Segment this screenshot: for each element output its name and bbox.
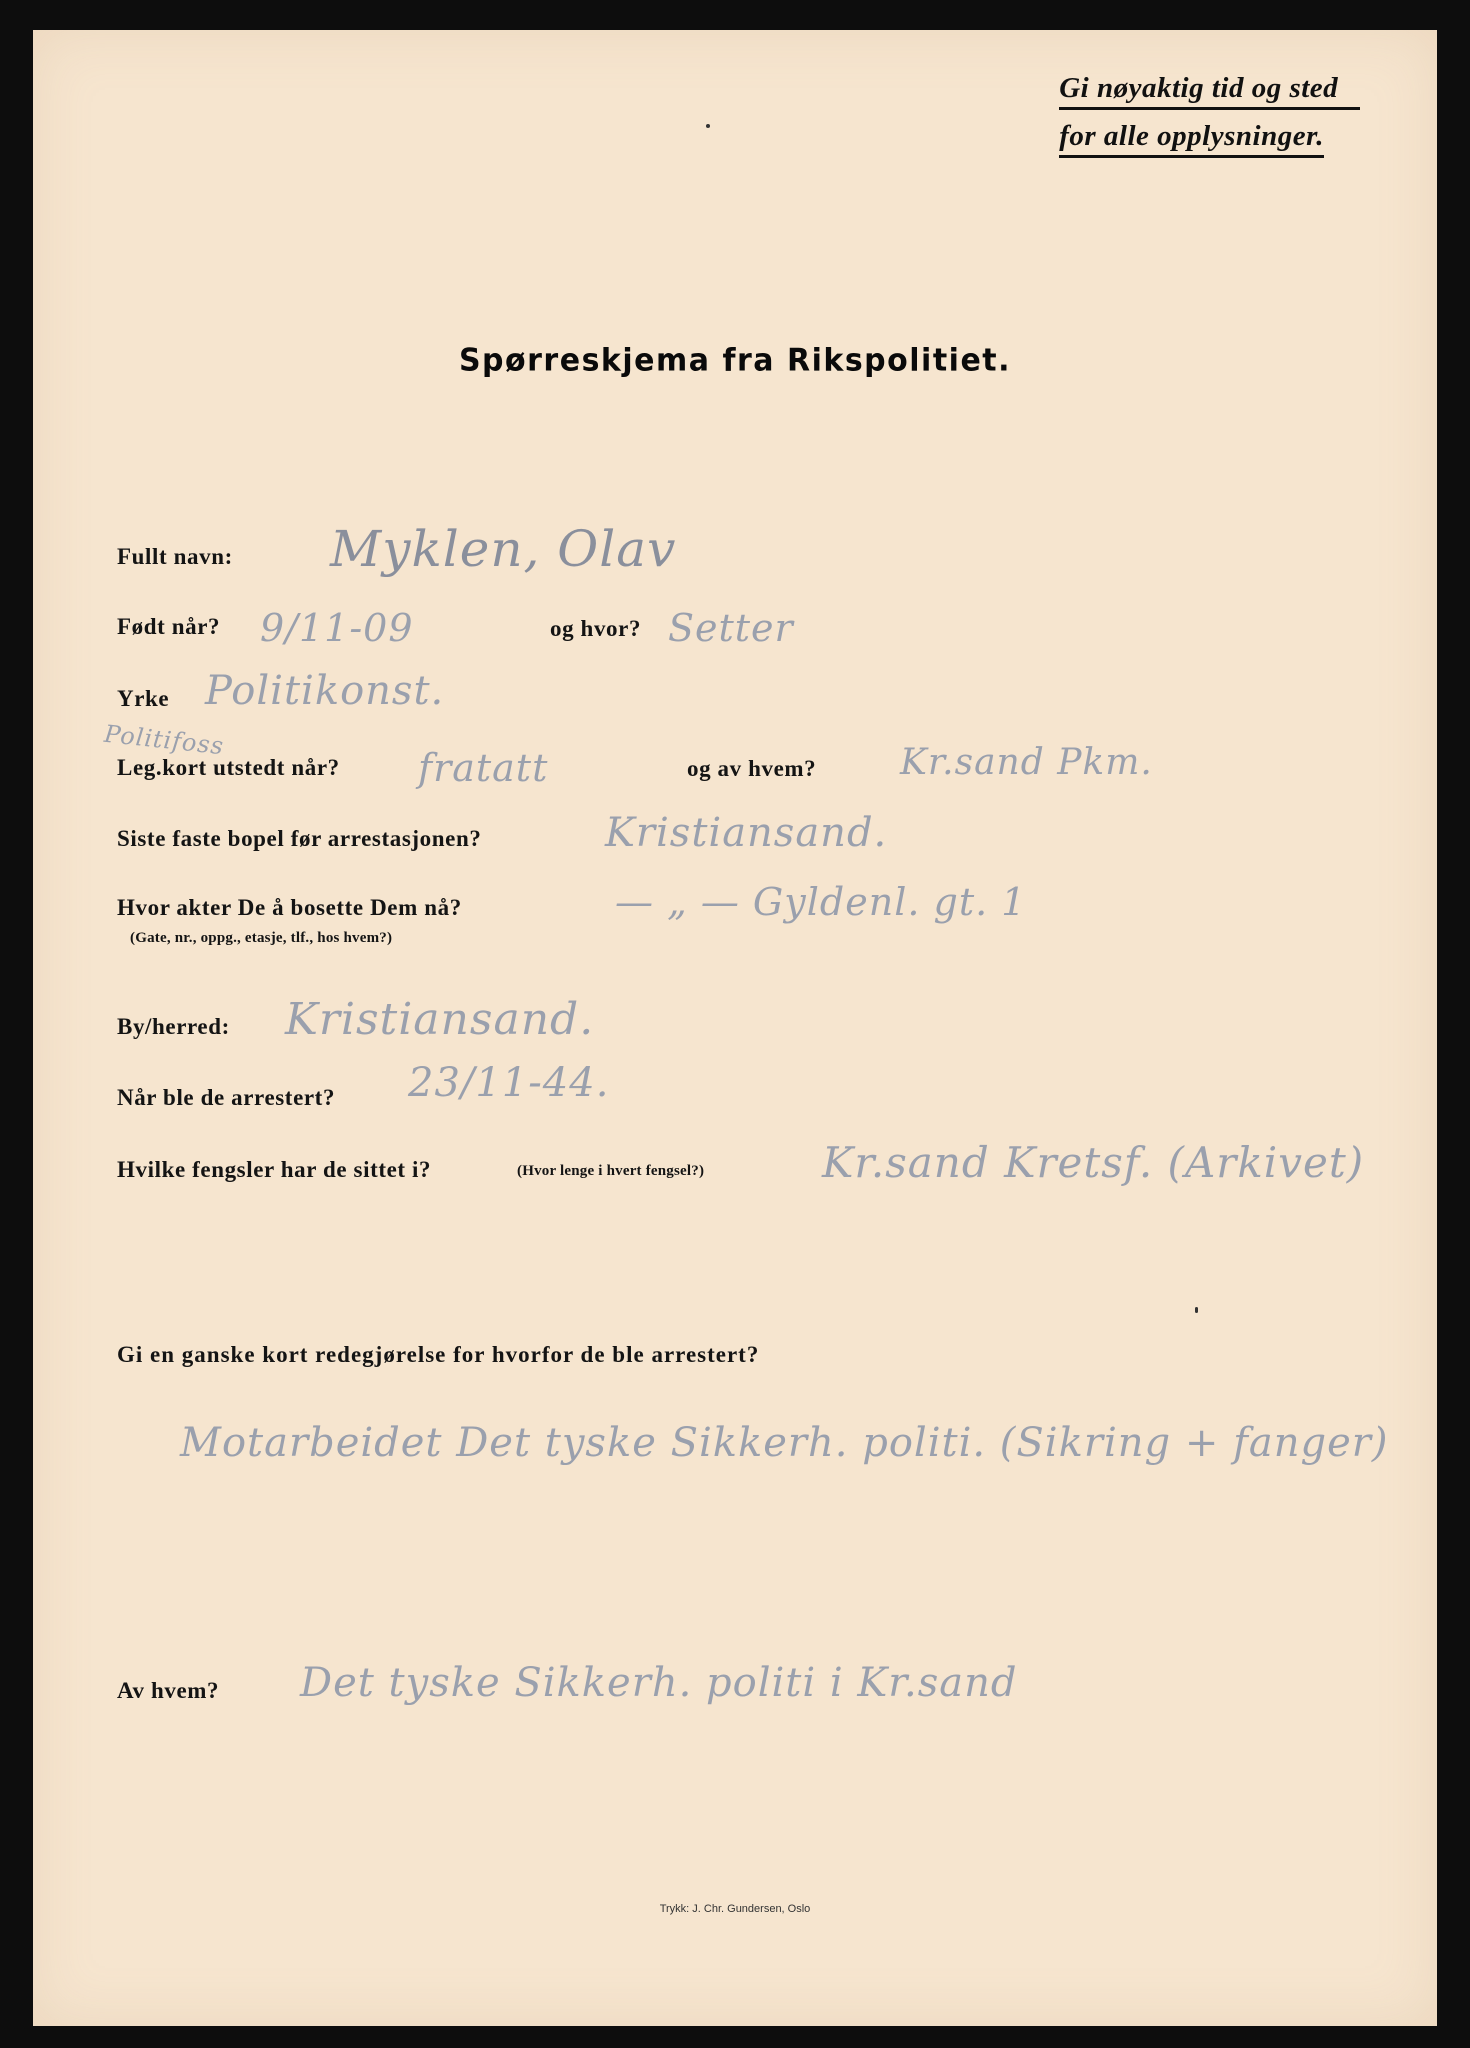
id-card-issuer-label: og av hvem? bbox=[687, 756, 817, 781]
id-card-issued-label: Leg.kort utstedt når? bbox=[117, 755, 340, 780]
future-residence-label: Hvor akter De å bosette Dem nå? bbox=[117, 895, 462, 920]
born-where-value: Setter bbox=[668, 606, 794, 650]
questionnaire-form bbox=[33, 30, 1437, 2026]
last-residence-value: Kristiansand. bbox=[605, 810, 888, 856]
arrest-reason-value: Motarbeidet Det tyske Sikkerh. politi. (Sikring + fanger) bbox=[180, 1420, 1389, 1466]
printer-imprint: Trykk: J. Chr. Gundersen, Oslo bbox=[659, 1903, 811, 1915]
id-card-issued-value: fratatt bbox=[418, 746, 549, 790]
occupation-extra-value: Politifoss bbox=[102, 719, 226, 761]
prisons-hint: (Hvor lenge i hvert fengsel?) bbox=[517, 1163, 705, 1179]
arrested-by-value: Det tyske Sikkerh. politi i Kr.sand bbox=[300, 1660, 1018, 1706]
city-label: By/herred: bbox=[117, 1014, 230, 1039]
notice-line-2: for alle opplysninger. bbox=[1059, 120, 1324, 158]
occupation-value: Politikonst. bbox=[205, 668, 445, 714]
full-name-value: Myklen, Olav bbox=[330, 520, 677, 578]
prisons-label: Hvilke fengsler har de sittet i? bbox=[117, 1157, 432, 1182]
born-where-label: og hvor? bbox=[550, 616, 642, 641]
prisons-value: Kr.sand Kretsf. (Arkivet) bbox=[822, 1138, 1365, 1187]
future-residence-value: — „ — Gyldenl. gt. 1 bbox=[615, 880, 1027, 924]
arrest-date-label: Når ble de arrestert? bbox=[117, 1085, 336, 1110]
arrest-reason-label: Gi en ganske kort redegjørelse for hvorfor de ble arrestert? bbox=[117, 1342, 760, 1367]
notice-line-1: Gi nøyaktig tid og sted bbox=[1059, 72, 1360, 110]
id-card-issuer-value: Kr.sand Pkm. bbox=[900, 742, 1153, 783]
arrested-by-label: Av hvem? bbox=[117, 1678, 220, 1703]
arrest-date-value: 23/11-44. bbox=[408, 1060, 610, 1106]
born-when-label: Født når? bbox=[117, 614, 221, 639]
full-name-label: Fullt navn: bbox=[117, 544, 233, 569]
last-residence-label: Siste faste bopel før arrestasjonen? bbox=[117, 826, 482, 851]
ink-dot bbox=[706, 124, 710, 128]
occupation-label: Yrke bbox=[117, 686, 170, 711]
form-title: Spørreskjema fra Rikspolitiet. bbox=[458, 342, 1012, 379]
born-when-value: 9/11-09 bbox=[260, 606, 414, 650]
city-value: Kristiansand. bbox=[285, 994, 595, 1045]
ink-dot bbox=[1195, 1307, 1198, 1313]
future-residence-hint: (Gate, nr., oppg., etasje, tlf., hos hvem?) bbox=[130, 930, 393, 946]
instruction-notice bbox=[1059, 72, 1360, 168]
